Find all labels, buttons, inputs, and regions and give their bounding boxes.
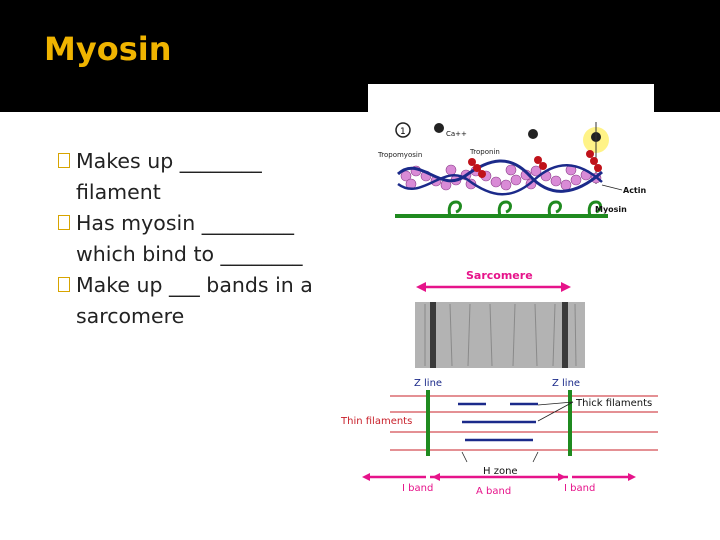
troponin-label: Troponin bbox=[470, 148, 500, 156]
thick-filament-lines bbox=[458, 404, 538, 440]
z-line-right-label: Z line bbox=[552, 378, 581, 389]
bullet-2-line-2: which bind to ________ bbox=[76, 242, 303, 266]
bullet-1-line-1: Makes up ________ bbox=[76, 149, 262, 173]
tropomyosin-label: Tropomyosin bbox=[378, 151, 423, 159]
i-band-left-label: I band bbox=[402, 483, 434, 494]
bullet-1-line-2: filament bbox=[76, 180, 161, 204]
bullet-list bbox=[58, 146, 358, 332]
arrow-head-left-icon bbox=[416, 282, 426, 292]
h-zone-label: H zone bbox=[483, 466, 518, 477]
slide-title: Myosin bbox=[44, 30, 172, 68]
step-one-label: 1 bbox=[400, 127, 406, 137]
muscle-diagram bbox=[340, 84, 670, 504]
z-line-left-label: Z line bbox=[414, 378, 443, 389]
calcium-ion-icon bbox=[528, 129, 538, 139]
arrow-head-right-icon bbox=[558, 473, 566, 481]
calcium-ion-icon bbox=[434, 123, 444, 133]
bullet-box-icon bbox=[58, 215, 70, 230]
h-zone-pointer bbox=[533, 452, 538, 462]
arrow-head-right-icon bbox=[561, 282, 571, 292]
h-zone-pointer bbox=[462, 452, 467, 462]
bullet-item-1 bbox=[58, 146, 358, 208]
thin-filaments-label: Thin filaments bbox=[341, 416, 413, 427]
z-disc-right bbox=[562, 302, 568, 368]
bullet-2-line-1: Has myosin _________ bbox=[76, 211, 294, 235]
z-line-right-bar bbox=[568, 390, 572, 456]
calcium-label: Ca++ bbox=[446, 130, 467, 138]
bullet-3-line-2: sarcomere bbox=[76, 304, 185, 328]
thick-filaments-label: Thick filaments bbox=[576, 398, 653, 409]
micrograph bbox=[415, 302, 585, 368]
arrow-head-left-icon bbox=[362, 473, 370, 481]
bullet-3-line-1: Make up ___ bands in a bbox=[76, 273, 313, 297]
a-band-label: A band bbox=[476, 486, 512, 497]
z-disc-left bbox=[430, 302, 436, 368]
bullet-box-icon bbox=[58, 153, 70, 168]
z-line-left-bar bbox=[426, 390, 430, 456]
myosin-label: Myosin bbox=[595, 205, 627, 214]
arrow-head-left-icon bbox=[432, 473, 440, 481]
bullet-item-2 bbox=[58, 208, 358, 270]
i-band-right-label: I band bbox=[564, 483, 596, 494]
bullet-item-3 bbox=[58, 270, 358, 332]
actin-label: Actin bbox=[623, 186, 647, 195]
sarcomere-label: Sarcomere bbox=[466, 269, 533, 282]
arrow-head-right-icon bbox=[628, 473, 636, 481]
bullet-box-icon bbox=[58, 277, 70, 292]
